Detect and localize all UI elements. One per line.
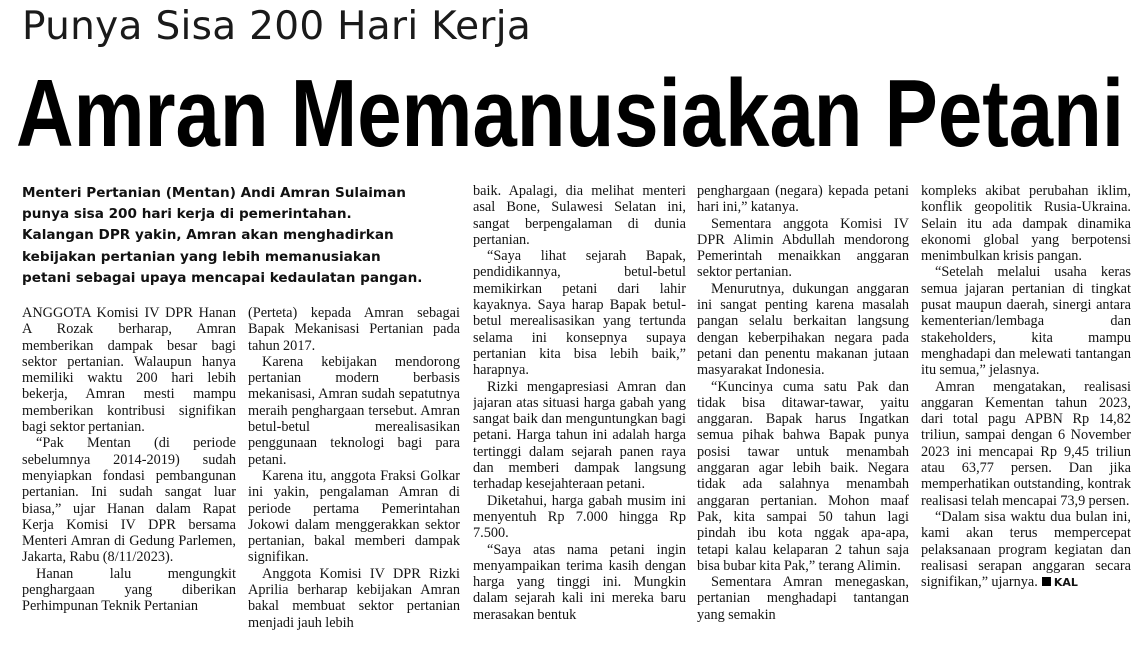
paragraph: Anggota Komisi IV DPR Rizki Aprilia berharap kebijakan Amran bakal membuat sektor pertanian menjadi jauh lebih — [248, 565, 460, 631]
paragraph: Sementara Amran menegaskan, pertanian menghadapi tantangan yang semakin — [697, 574, 909, 623]
author-code: KAL — [1053, 576, 1078, 590]
paragraph: Rizki mengapresiasi Amran dan jajaran atas situasi harga gabah yang sangat baik dan menguntungkan bagi petani. Harga tahun ini adalah harga tertinggi dalam sejarah panen raya dan memberi dampak langsung terhadap kesejahteraan petani. — [473, 378, 686, 493]
paragraph: Menurutnya, dukungan anggaran ini sangat penting karena masalah pangan selalu berkaitan langsung dengan keberpihakan negara pada petani dan penentu makanan jutaan masyarakat Indonesia. — [697, 280, 909, 379]
paragraph — [921, 509, 1131, 591]
paragraph: Hanan lalu mengungkit penghargaan yang diberikan Perhimpunan Teknik Pertanian — [22, 565, 236, 615]
column-4 — [697, 183, 909, 666]
closing-text: “Dalam sisa waktu dua bulan ini, kami akan terus mempercepat pelaksanaan program kegiatan dan realisasi serapan anggaran secara signifikan,” ujarnya. — [921, 508, 1131, 591]
paragraph: penghargaan (negara) kepada petani hari ini,” katanya. — [697, 183, 909, 216]
paragraph: “Kuncinya cuma satu Pak dan tidak bisa ditawar-tawar, yaitu anggaran. Bapak harus Ingatkan semua pihak bahwa Bapak punya posisi tawar untuk menambah anggaran agar lebih baik. Negara tidak ada salahnya menambah anggaran pertanian. Mohon maaf Pak, kita sampai 50 tahun lagi pindah ibu kota nggak apa-apa, tetapi kalau kelaparan 2 tahun saja bisa bubar kita Pak,” terang Alimin. — [697, 378, 909, 574]
lead-paragraph: Menteri Pertanian (Mentan) Andi Amran Sulaiman punya sisa 200 hari kerja di pemerintahan. Kalangan DPR yakin, Amran akan menghadirkan kebijakan pertanian yang lebih memanusiakan petani sebagai upaya mencapai kedaulatan pangan. — [22, 185, 423, 286]
paragraph: ANGGOTA Komisi IV DPR Hanan A Rozak berharap, Amran memberikan dampak besar bagi sektor pertanian. Walaupun hanya memiliki waktu 200 hari lebih bekerja, Amran mesti mampu memberikan kontribusi signifikan bagi sektor pertanian. — [22, 305, 236, 436]
paragraph: Karena itu, anggota Fraksi Golkar ini yakin, pengalaman Amran di periode pertama Pemerintahan Jokowi dalam menggerakkan sektor pertanian, bakal memberi dampak signifikan. — [248, 467, 460, 566]
paragraph: baik. Apalagi, dia melihat menteri asal Bone, Sulawesi Selatan ini, sangat berpengalaman di dunia pertanian. — [473, 183, 686, 248]
paragraph: “Saya atas nama petani ingin menyampaikan terima kasih dengan harga yang tinggi ini. Mungkin dalam sejarah kali ini mereka baru merasakan bentuk — [473, 541, 686, 623]
column-5 — [921, 183, 1131, 666]
paragraph: Amran mengatakan, realisasi anggaran Kementan tahun 2023, dari total pagu APBN Rp 14,82 triliun, sampai dengan 6 November 2023 ini mencapai Rp 9,45 triliun atau 63,77 persen. Dan jika memperhatikan outstanding, kontrak realisasi telah mencapai 73,9 persen. — [921, 378, 1131, 509]
headline — [16, 62, 1128, 172]
paragraph: Sementara anggota Komisi IV DPR Alimin Abdullah mendorong Pemerintah menaikkan anggaran sektor pertanian. — [697, 215, 909, 281]
paragraph: “Saya lihat sejarah Bapak, pendidikannya, betul-betul memikirkan petani dari lahir kayaknya. Saya harap Bapak betul-betul merealisasikan yang tertunda selama ini konsepnya supaya pertanian kita bisa lebih baik,” harapnya. — [473, 248, 686, 379]
column-2 — [248, 305, 460, 666]
paragraph: Karena kebijakan mendorong pertanian modern berbasis mekanisasi, Amran sudah sepatutnya meraih penghargaan tersebut. Amran betul-betul merealisasikan penggunaan teknologi bagi para petani. — [248, 353, 460, 468]
paragraph: Diketahui, harga gabah musim ini menyentuh Rp 7.000 hingga Rp 7.500. — [473, 492, 686, 542]
end-mark-icon — [1042, 577, 1051, 586]
column-3 — [473, 183, 686, 666]
paragraph: (Perteta) kepada Amran sebagai Bapak Mekanisasi Pertanian pada tahun 2017. — [248, 305, 460, 354]
paragraph: “Setelah melalui usaha keras semua jajaran pertanian di tingkat pusat maupun daerah, sinergi antara kementerian/lembaga dan stakeholders, kita mampu menghadapi dan melewati tantangan itu semua,” jelasnya. — [921, 264, 1131, 379]
paragraph: “Pak Mentan (di periode sebelumnya 2014-2019) sudah menyiapkan fondasi pembangunan pertanian. Ini sudah sangat luar biasa,” ujar Hanan dalam Rapat Kerja Komisi IV DPR bersama Menteri Amran di Gedung Parlemen, Jakarta, Rabu (8/11/2023). — [22, 435, 236, 566]
kicker: Punya Sisa 200 Hari Kerja — [22, 4, 532, 49]
paragraph: kompleks akibat perubahan iklim, konflik geopolitik Rusia-Ukraina. Selain itu ada dampak dinamika ekonomi global yang berpotensi menimbulkan krisis pangan. — [921, 183, 1131, 265]
column-1 — [22, 305, 236, 666]
headline-text: Amran Memanusiakan Petani — [16, 62, 1124, 167]
